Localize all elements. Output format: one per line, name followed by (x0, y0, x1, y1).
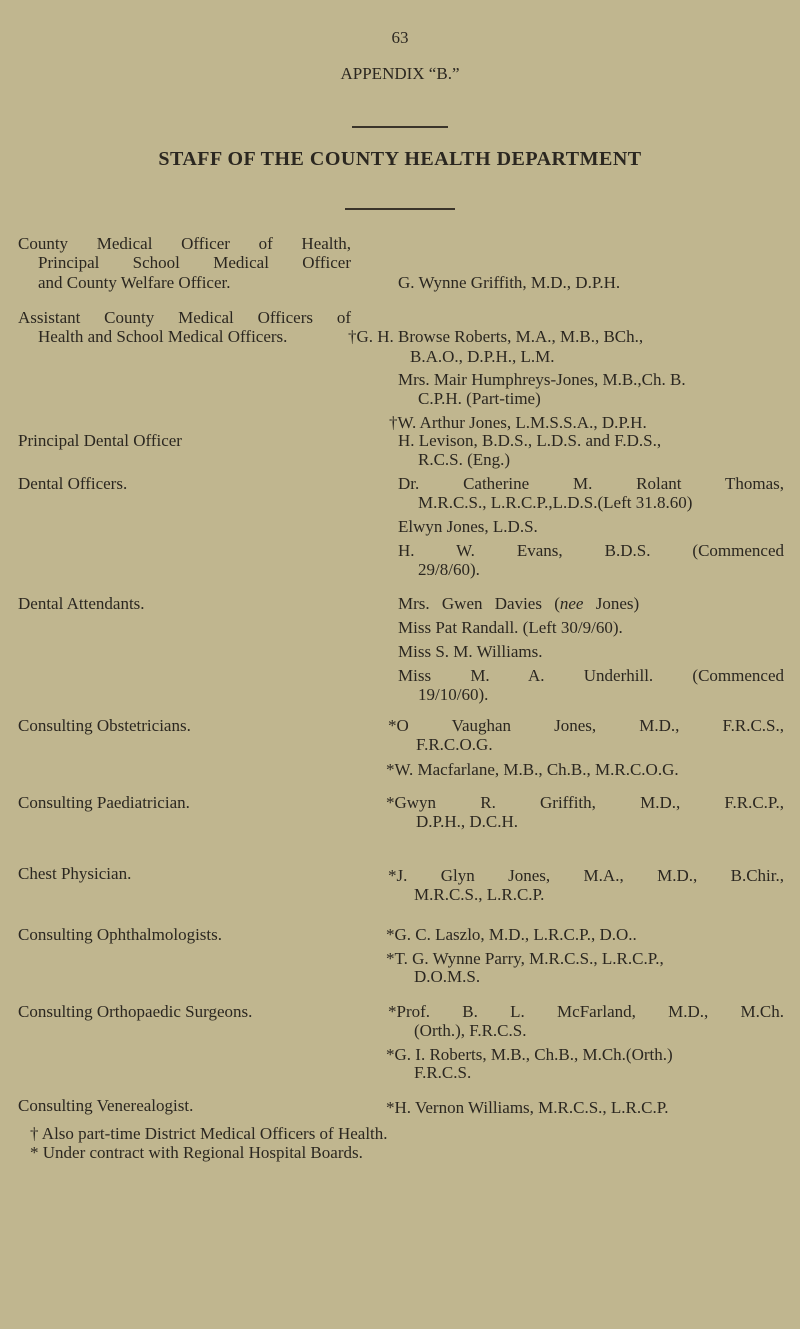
role-label: Consulting Ophthalmologists. (18, 925, 223, 944)
role-label: Consulting Paediatrician. (18, 793, 190, 812)
staff-name: B.A.O., D.P.H., L.M. (410, 347, 555, 366)
staff-name: M.R.C.S., L.R.C.P.,L.D.S.(Left 31.8.60) (418, 493, 693, 512)
staff-name: F.R.C.S. (414, 1063, 472, 1082)
role-label: Principal School Medical Officer (38, 253, 351, 272)
footnote: * Under contract with Regional Hospital Boards. (30, 1143, 363, 1162)
staff-name: *Prof. B. L. McFarland, M.D., M.Ch. (388, 1002, 784, 1021)
staff-name: F.R.C.O.G. (416, 735, 493, 754)
role-label: Chest Physician. (18, 864, 132, 883)
staff-name: *Gwyn R. Griffith, M.D., F.R.C.P., (386, 793, 784, 812)
role-label: Assistant County Medical Officers of (18, 308, 351, 327)
role-label: Dental Attendants. (18, 594, 145, 613)
staff-name: (Orth.), F.R.C.S. (414, 1021, 527, 1040)
role-label: Consulting Orthopaedic Surgeons. (18, 1002, 253, 1021)
staff-name: *J. Glyn Jones, M.A., M.D., B.Chir., (388, 866, 784, 885)
staff-name: Miss M. A. Underhill. (Commenced (398, 666, 784, 685)
appendix-heading: APPENDIX “B.” (340, 64, 460, 83)
role-label: Consulting Venerealogist. (18, 1096, 194, 1115)
footnote: † Also part-time District Medical Officers of Health. (30, 1124, 388, 1143)
page-title: STAFF OF THE COUNTY HEALTH DEPARTMENT (158, 148, 642, 170)
role-label: County Medical Officer of Health, (18, 234, 351, 253)
role-label: Health and School Medical Officers. (38, 327, 288, 346)
staff-name: D.O.M.S. (414, 967, 481, 986)
staff-name: *G. C. Laszlo, M.D., L.R.C.P., D.O.. (386, 925, 637, 944)
role-label: and County Welfare Officer. (38, 273, 231, 292)
role-label: Principal Dental Officer (18, 431, 182, 450)
divider (345, 208, 455, 210)
nee-text: nee (559, 594, 584, 613)
divider (352, 126, 448, 128)
staff-name: 19/10/60). (418, 685, 489, 704)
staff-name: H. Levison, B.D.S., L.D.S. and F.D.S., (398, 431, 662, 450)
staff-name: *T. G. Wynne Parry, M.R.C.S., L.R.C.P., (386, 949, 664, 968)
staff-name: †W. Arthur Jones, L.M.S.S.A., D.P.H. (389, 413, 647, 432)
staff-name: Miss S. M. Williams. (398, 642, 543, 661)
staff-name: *H. Vernon Williams, M.R.C.S., L.R.C.P. (386, 1098, 669, 1117)
staff-name: Mrs. Mair Humphreys-Jones, M.B.,Ch. B. (398, 370, 686, 389)
staff-name: Elwyn Jones, L.D.S. (398, 517, 538, 536)
staff-name: R.C.S. (Eng.) (418, 450, 511, 469)
staff-name: Miss Pat Randall. (Left 30/9/60). (398, 618, 623, 637)
name-text: Jones) (583, 594, 640, 613)
staff-name: M.R.C.S., L.R.C.P. (414, 885, 545, 904)
staff-name: *W. Macfarlane, M.B., Ch.B., M.R.C.O.G. (386, 760, 679, 779)
staff-name: G. Wynne Griffith, M.D., D.P.H. (398, 273, 621, 292)
staff-name: *O Vaughan Jones, M.D., F.R.C.S., (388, 716, 784, 735)
staff-name: H. W. Evans, B.D.S. (Commenced (398, 541, 784, 560)
page-number: 63 (391, 28, 409, 47)
staff-name: *G. I. Roberts, M.B., Ch.B., M.Ch.(Orth.) (386, 1045, 673, 1064)
staff-name: Dr. Catherine M. Rolant Thomas, (398, 474, 784, 493)
staff-name: †G. H. Browse Roberts, M.A., M.B., BCh., (348, 327, 644, 346)
staff-name: C.P.H. (Part-time) (418, 389, 541, 408)
staff-name: 29/8/60). (418, 560, 480, 579)
role-label: Dental Officers. (18, 474, 128, 493)
staff-name: D.P.H., D.C.H. (416, 812, 519, 831)
staff-name (398, 594, 639, 614)
name-text: Mrs. Gwen Davies ( (398, 594, 560, 613)
role-label: Consulting Obstetricians. (18, 716, 191, 735)
